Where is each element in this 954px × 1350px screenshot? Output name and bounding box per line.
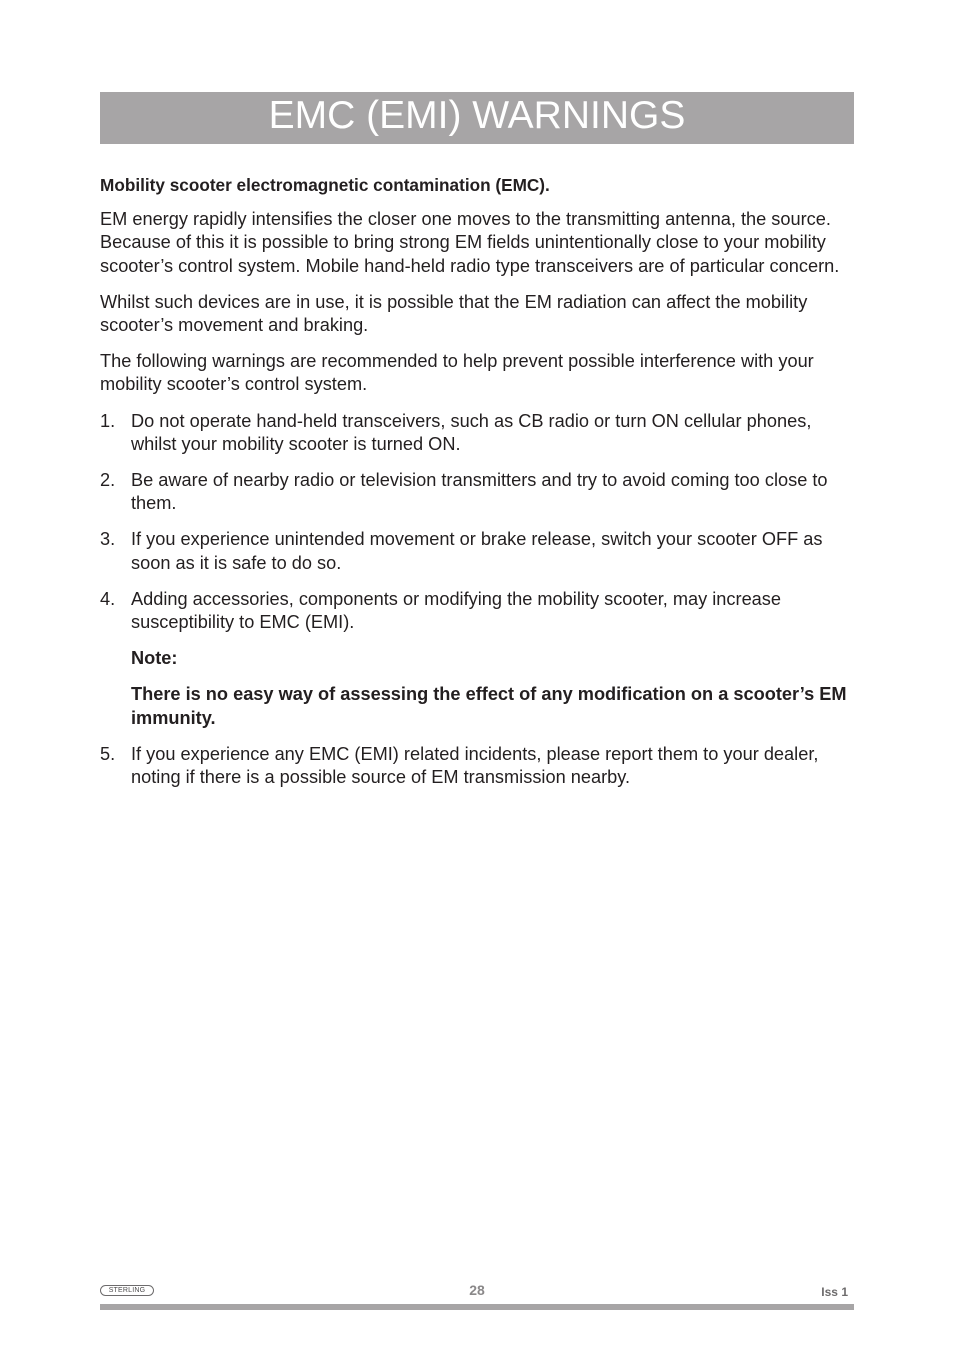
list-text: Be aware of nearby radio or television transmitters and try to avoid coming too close to them.: [131, 470, 828, 514]
list-text: If you experience any EMC (EMI) related incidents, please report them to your dealer, noting if there is a possible source of EM transmission nearby.: [131, 743, 819, 788]
list-number: 2.: [100, 470, 116, 491]
list-text: Do not operate hand-held transceivers, such as CB radio or turn ON cellular phones, whilst your mobility scooter is turned ON.: [131, 410, 812, 454]
note-label: Note:: [131, 648, 178, 669]
list-number: 1.: [100, 410, 116, 431]
list-number: 5.: [100, 743, 116, 764]
list-item: [100, 410, 856, 456]
footer-rule: [100, 1304, 854, 1310]
note-text: There is no easy way of assessing the effect of any modification on a scooter’s EM immunity.: [131, 684, 847, 728]
list-item: [100, 743, 856, 789]
list-item: [100, 469, 856, 515]
list-text: If you experience unintended movement or brake release, switch your scooter OFF as soon as it is safe to do so.: [131, 529, 823, 573]
paragraph-2: Whilst such devices are in use, it is possible that the EM radiation can affect the mobility scooter’s movement and braking.: [100, 291, 808, 336]
paragraph-1: EM energy rapidly intensifies the closer one moves to the transmitting antenna, the source. Because of this it is possible to bring strong EM fields unintentionally close to your mobility scooter’s control system. Mobile hand-held radio type transceivers are of particular concern.: [100, 209, 840, 276]
page-number: 28: [469, 1282, 485, 1298]
issue-label: Iss 1: [821, 1285, 848, 1299]
brand-logo: [100, 1285, 154, 1296]
list-item: [100, 588, 856, 634]
list-number: 3.: [100, 529, 116, 550]
list-number: 4.: [100, 588, 116, 609]
section-subheading: Mobility scooter electromagnetic contamination (EMC).: [100, 175, 550, 195]
list-text: Adding accessories, components or modifying the mobility scooter, may increase susceptibility to EMC (EMI).: [131, 588, 782, 633]
brand-logo-text: STERLING: [108, 1287, 146, 1294]
paragraph-3: The following warnings are recommended to help prevent possible interference with your mobility scooter’s control system.: [100, 351, 814, 395]
list-item: [100, 528, 856, 574]
page-title: EMC (EMI) WARNINGS: [100, 92, 854, 144]
content: [100, 174, 856, 802]
